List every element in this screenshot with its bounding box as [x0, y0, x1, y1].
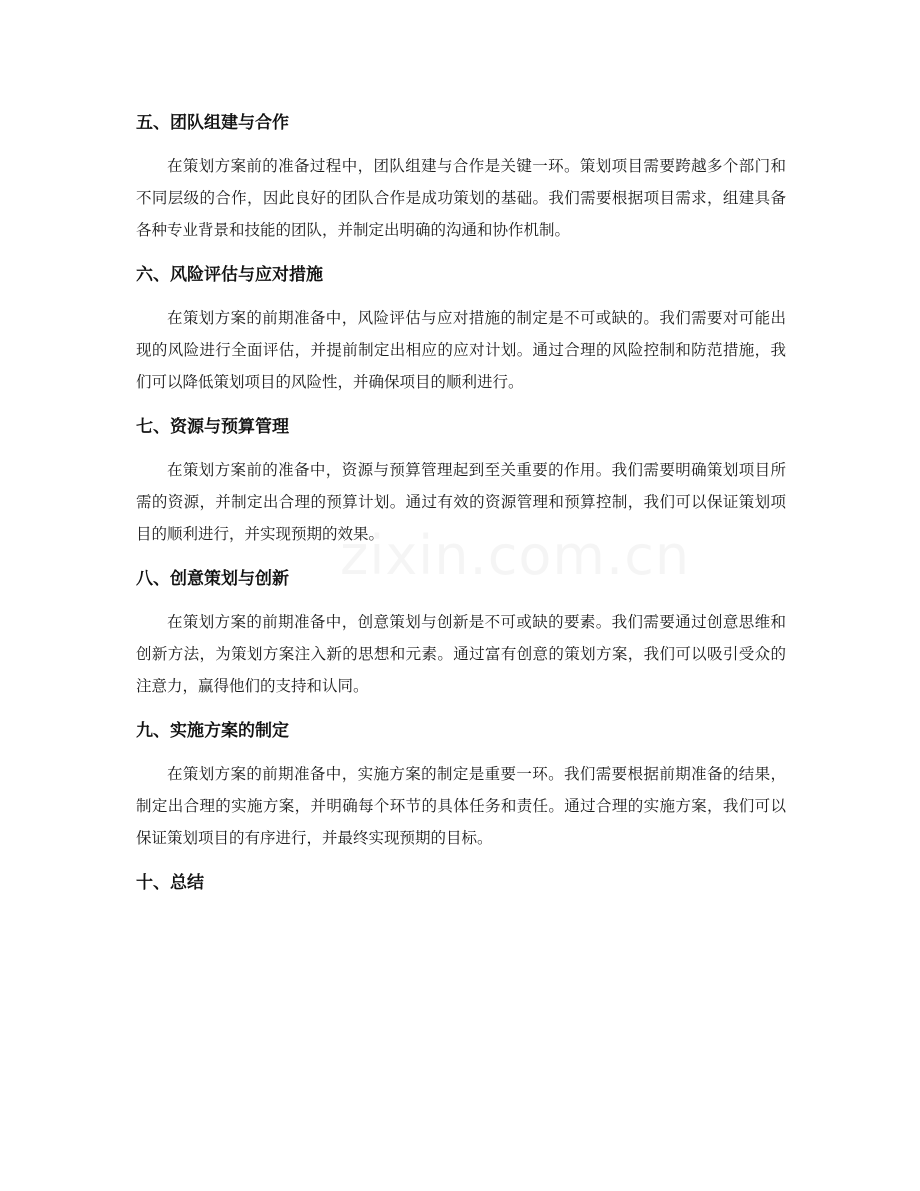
- section-paragraph: 在策划方案的前期准备中，实施方案的制定是重要一环。我们需要根据前期准备的结果，制定出合理的实施方案，并明确每个环节的具体任务和责任。通过合理的实施方案，我们可以保证策划项目的有序进行，并最终实现预期的目标。: [136, 765, 786, 847]
- section-summary: [136, 866, 786, 900]
- section-creative-planning: [136, 562, 786, 702]
- section-resource-budget: [136, 410, 786, 550]
- section-paragraph: 在策划方案的前期准备中，风险评估与应对措施的制定是不可或缺的。我们需要对可能出现的风险进行全面评估，并提前制定出相应的应对计划。通过合理的风险控制和防范措施，我们可以降低策划项目的风险性，并确保项目的顺利进行。: [136, 309, 786, 391]
- section-paragraph: 在策划方案前的准备过程中，团队组建与合作是关键一环。策划项目需要跨越多个部门和不同层级的合作，因此良好的团队合作是成功策划的基础。我们需要根据项目需求，组建具备各种专业背景和技能的团队，并制定出明确的沟通和协作机制。: [136, 157, 786, 239]
- section-heading: 十、总结: [136, 873, 204, 893]
- section-heading: 七、资源与预算管理: [136, 417, 289, 437]
- section-heading: 六、风险评估与应对措施: [136, 265, 323, 285]
- section-team-building: [136, 106, 786, 246]
- section-paragraph: 在策划方案前的准备中，资源与预算管理起到至关重要的作用。我们需要明确策划项目所需的资源，并制定出合理的预算计划。通过有效的资源管理和预算控制，我们可以保证策划项目的顺利进行，并实现预期的效果。: [136, 461, 786, 543]
- section-heading: 九、实施方案的制定: [136, 721, 289, 741]
- section-risk-assessment: [136, 258, 786, 398]
- section-implementation-plan: [136, 714, 786, 854]
- section-heading: 八、创意策划与创新: [136, 569, 289, 589]
- section-paragraph: 在策划方案的前期准备中，创意策划与创新是不可或缺的要素。我们需要通过创意思维和创新方法，为策划方案注入新的思想和元素。通过富有创意的策划方案，我们可以吸引受众的注意力，赢得他们的支持和认同。: [136, 613, 786, 695]
- section-heading: 五、团队组建与合作: [136, 113, 289, 133]
- document-content: [136, 106, 786, 900]
